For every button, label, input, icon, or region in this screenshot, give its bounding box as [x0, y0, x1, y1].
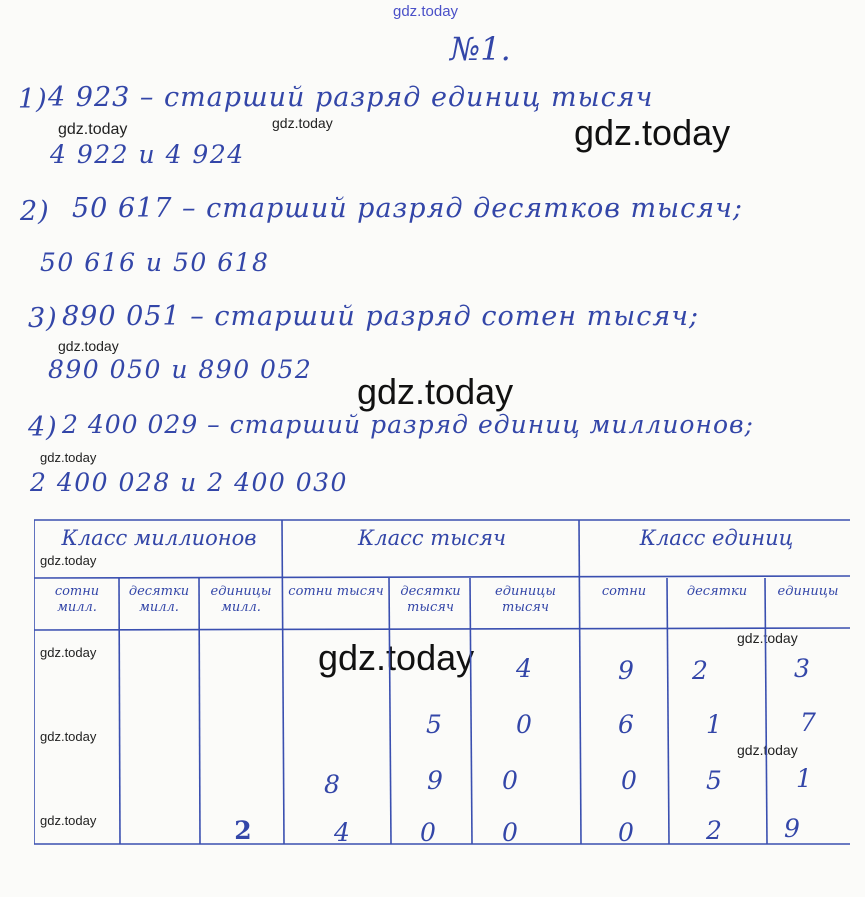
watermark-small: gdz.today: [58, 121, 128, 138]
item-answer: 50 616 и 50 618: [40, 248, 270, 277]
item-number: 3): [28, 303, 58, 334]
item-number: 4): [28, 412, 58, 443]
table-cell: 0: [621, 766, 637, 795]
item-number: 2): [20, 196, 50, 227]
watermark-small: gdz.today: [58, 338, 119, 354]
table-cell: 6: [618, 710, 634, 739]
table-cell: 5: [426, 710, 442, 739]
table-cell: 0: [502, 818, 518, 847]
col-header: десятки тысяч: [400, 584, 461, 615]
table-cell: 5: [706, 766, 722, 795]
watermark-small: gdz.today: [40, 645, 97, 660]
watermark-big: gdz.today: [574, 112, 731, 153]
table-cell: 0: [618, 818, 634, 847]
watermark-small: gdz.today: [40, 813, 97, 828]
col-header: единицы милл.: [210, 584, 272, 615]
watermark-small: gdz.today: [40, 553, 97, 568]
exercise-number: №1.: [450, 30, 511, 68]
table-cell: 1: [706, 710, 722, 739]
col-header: единицы тысяч: [495, 584, 556, 615]
table-cell: 3: [794, 654, 810, 683]
watermark-small: gdz.today: [40, 729, 97, 744]
class-header-thousands: Класс тысяч: [357, 526, 507, 550]
table-cell: 9: [784, 814, 800, 843]
table-cell: 2: [692, 656, 708, 685]
item-answer: 890 050 и 890 052: [48, 355, 313, 384]
watermark-small: gdz.today: [272, 115, 333, 131]
class-header-units: Класс единиц: [639, 526, 794, 550]
table-cell: 9: [618, 656, 634, 685]
col-header: сотни: [601, 584, 647, 599]
item-answer: 4 922 и 4 924: [50, 140, 245, 169]
col-header: десятки милл.: [128, 584, 190, 615]
table-cell: 9: [427, 766, 443, 795]
watermark-small: gdz.today: [737, 742, 798, 758]
col-header: десятки: [686, 584, 748, 599]
table-cell: 2: [234, 816, 252, 845]
table-cell: 0: [420, 818, 436, 847]
table-cell: 4: [334, 818, 350, 847]
item-answer: 2 400 028 и 2 400 030: [30, 468, 348, 497]
watermark-small: gdz.today: [40, 450, 97, 465]
table-cell: 4: [516, 654, 532, 683]
watermark-small: gdz.today: [737, 630, 798, 646]
table-cell: 7: [800, 708, 816, 737]
item-number: 1): [18, 84, 48, 115]
item-text: 4 923 – старший разряд единиц тысяч: [48, 82, 654, 113]
item-text: 2 400 029 – старший разряд единиц миллионов;: [62, 410, 754, 439]
table-cell: 8: [324, 770, 340, 799]
col-header: сотни тысяч: [288, 584, 384, 599]
table-cell: 1: [796, 764, 812, 793]
table-cell: 0: [516, 710, 532, 739]
item-text: 50 617 – старший разряд десятков тысяч;: [72, 193, 743, 224]
table-grid: [34, 518, 850, 848]
col-header: сотни милл.: [54, 584, 100, 615]
col-header: единицы: [777, 584, 839, 599]
place-value-table: [34, 518, 850, 848]
item-text: 890 051 – старший разряд сотен тысяч;: [62, 301, 700, 332]
table-cell: 0: [502, 766, 518, 795]
watermark-big: gdz.today: [318, 637, 475, 678]
watermark-top: gdz.today: [393, 3, 459, 20]
watermark-big: gdz.today: [357, 371, 514, 412]
table-cell: 2: [706, 816, 722, 845]
class-header-millions: Класс миллионов: [61, 526, 257, 550]
